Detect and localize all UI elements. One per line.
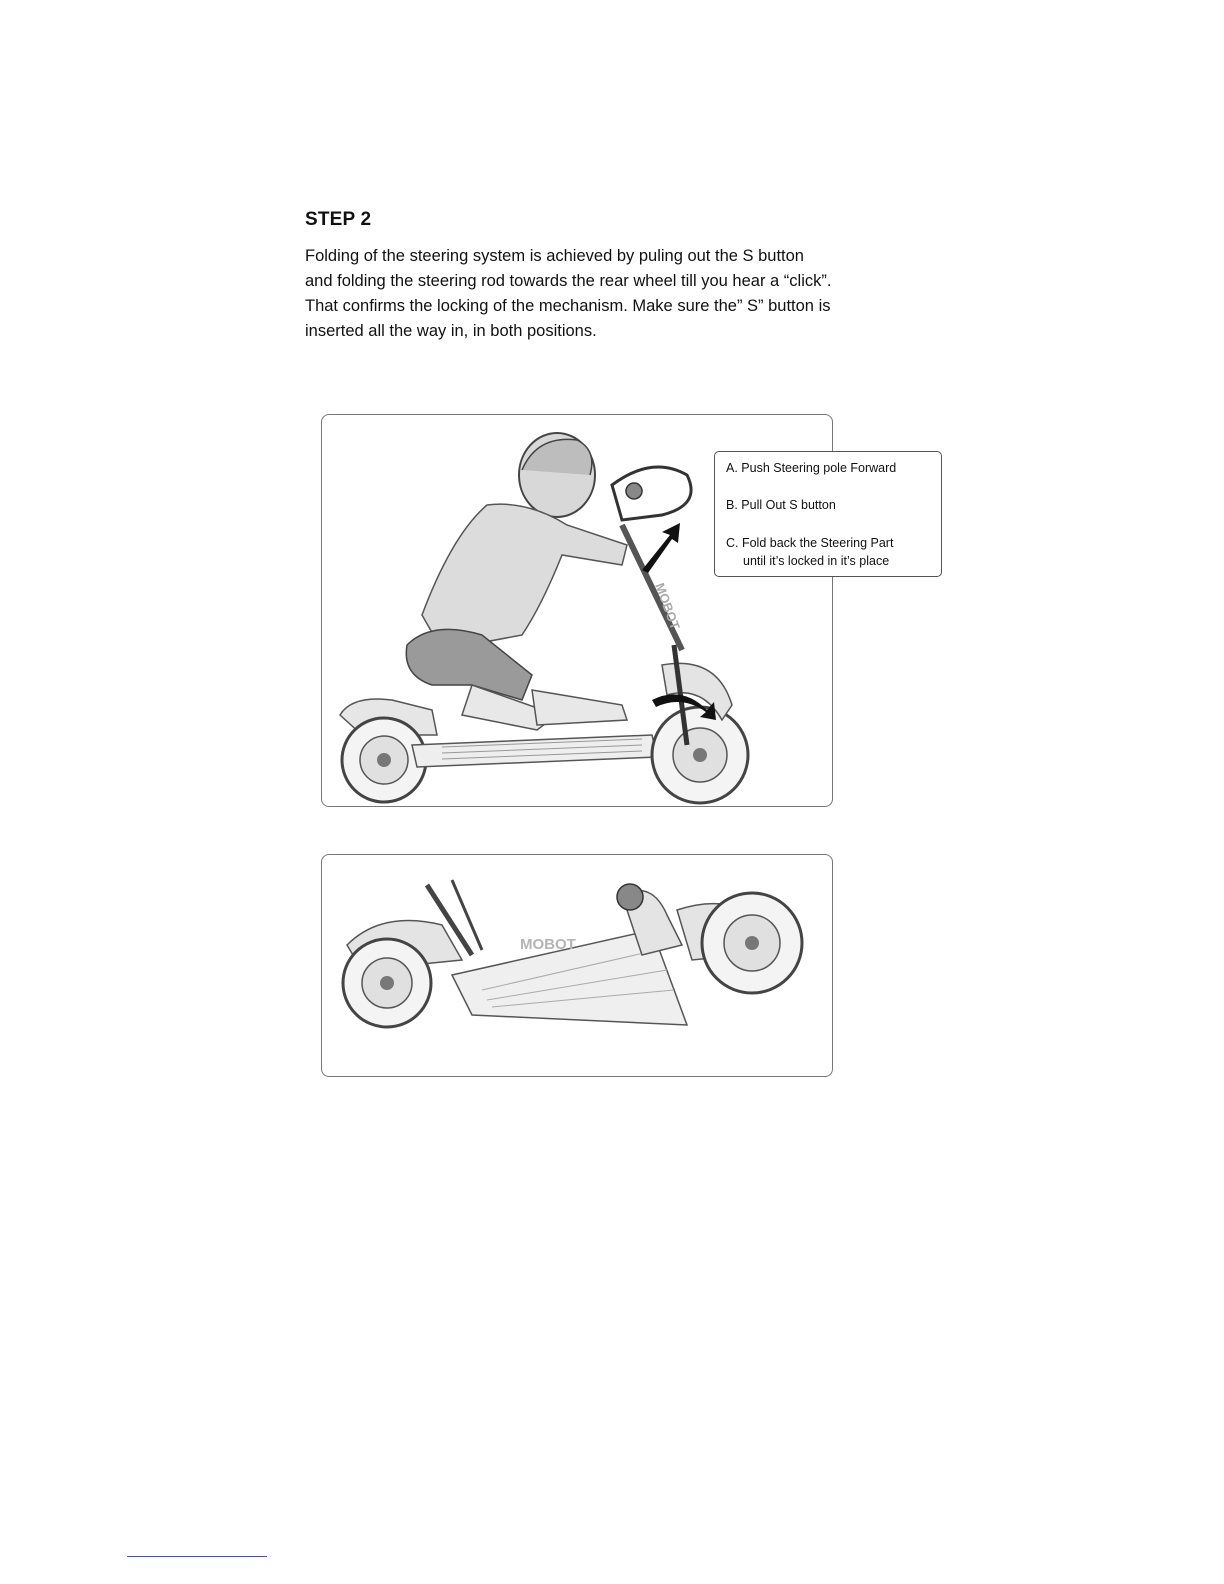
rear-wheel-axle [377,753,391,767]
instruction-line: That confirms the locking of the mechanism. Make sure the” S” button is [305,297,831,315]
folded-scooter-illustration [321,854,833,1077]
rider-torso [422,504,627,650]
rear-wheel-axle [380,976,394,990]
step-instructions [305,244,925,344]
brand-mark: MOBOT [652,580,683,632]
rider-shorts [406,629,532,700]
brake-lever [452,880,482,950]
push-forward-arrow [642,523,680,573]
instruction-line: Folding of the steering system is achieved by puling out the S button [305,247,804,265]
instruction-callout [714,451,942,577]
callout-step-c: C. Fold back the Steering Part [726,536,894,550]
instruction-line: inserted all the way in, in both positions. [305,322,597,340]
front-wheel-axle [745,936,759,950]
callout-step-b: B. Pull Out S button [726,498,836,512]
step-title: STEP 2 [305,209,372,230]
callout-step-c-continued: until it’s locked in it’s place [743,554,890,568]
folded-scooter-drawing [322,855,832,1076]
instruction-line: and folding the steering rod towards the rear wheel till you hear a “click”. [305,272,832,290]
headlight [626,483,642,499]
steering-rod [622,525,682,650]
brand-mark: MOBOT [520,936,576,953]
footnote-rule [127,1556,267,1557]
headlight [617,884,643,910]
front-wheel-axle [693,748,707,762]
callout-step-a: A. Push Steering pole Forward [726,461,897,475]
rider-arm [532,690,627,725]
handlebar [612,467,691,520]
